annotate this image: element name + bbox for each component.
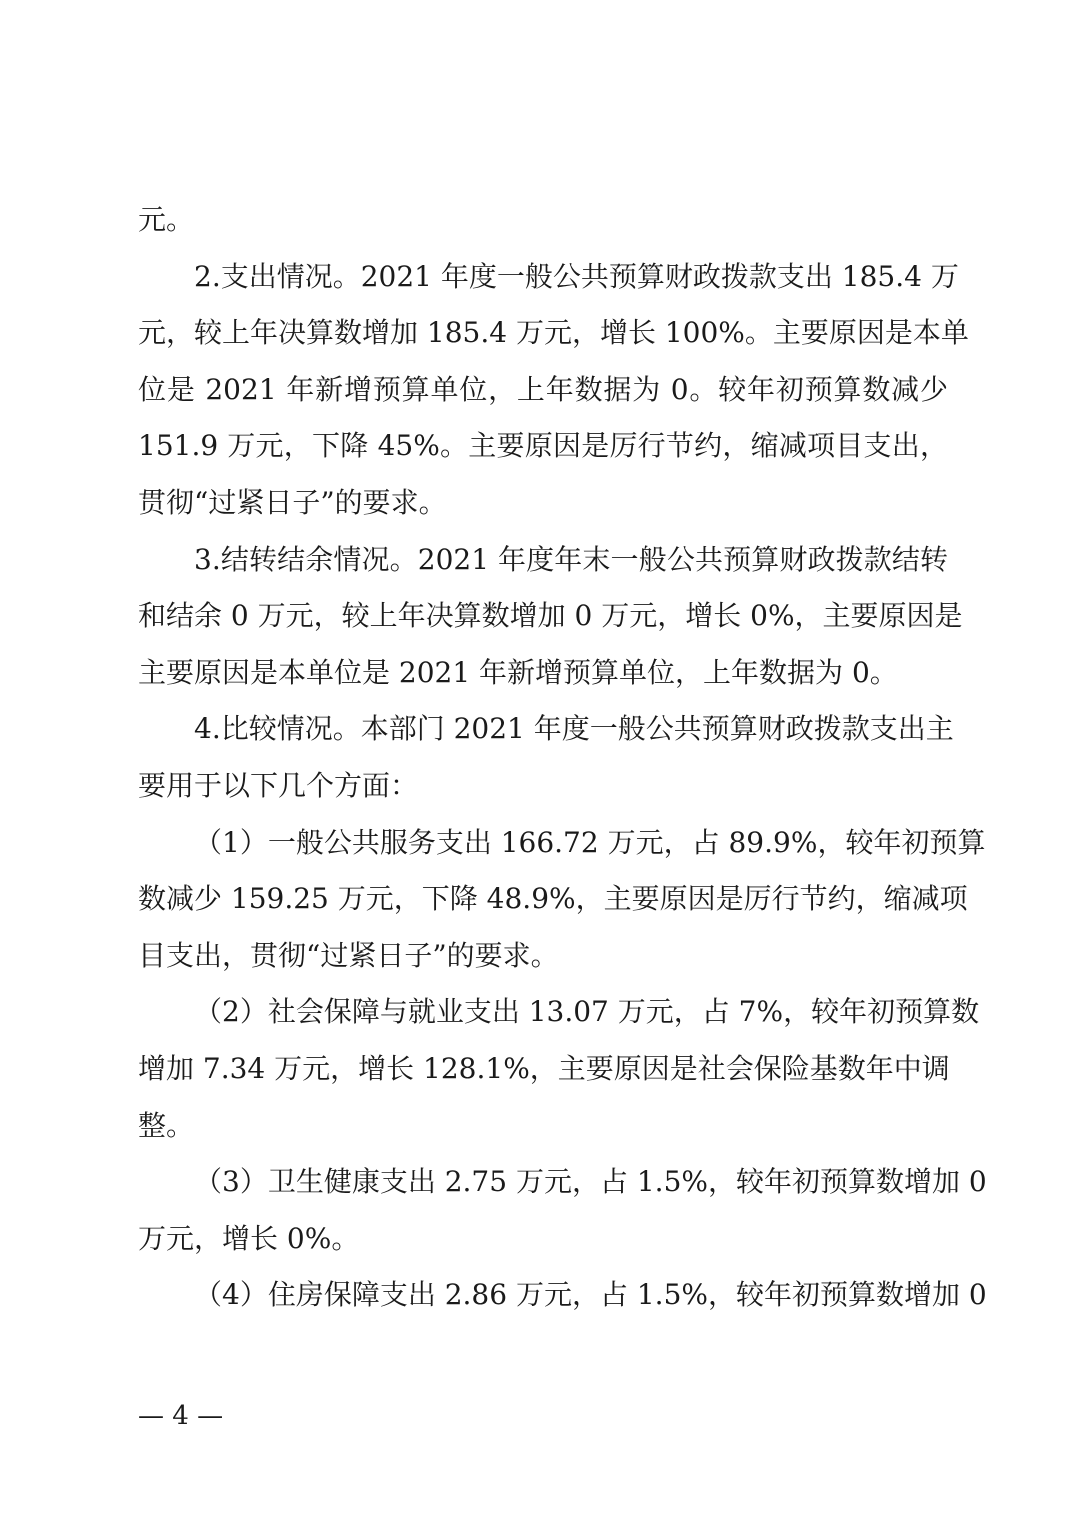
text-line: 万元，增长 0%。 bbox=[138, 1221, 360, 1255]
text-line: （4）住房保障支出 2.86 万元，占 1.5%，较年初预算数增加 0 bbox=[194, 1278, 987, 1312]
text-line: 和结余 0 万元，较上年决算数增加 0 万元，增长 0%，主要原因是 bbox=[138, 599, 963, 633]
text-line: （2）社会保障与就业支出 13.07 万元，占 7%，较年初预算数 bbox=[194, 995, 980, 1029]
text-line: 位是 2021 年新增预算单位，上年数据为 0。较年初预算数减少 bbox=[138, 372, 948, 406]
text-line: 增加 7.34 万元，增长 128.1%，主要原因是社会保险基数年中调 bbox=[138, 1051, 950, 1085]
text-line: 贯彻“过紧日子”的要求。 bbox=[138, 485, 447, 519]
text-line: （1）一般公共服务支出 166.72 万元，占 89.9%，较年初预算 bbox=[194, 825, 986, 859]
page-number: — 4 — bbox=[138, 1401, 224, 1431]
text-line: 2.支出情况。2021 年度一般公共预算财政拨款支出 185.4 万 bbox=[194, 259, 959, 293]
text-line: 151.9 万元，下降 45%。主要原因是厉行节约，缩减项目支出， bbox=[138, 429, 948, 463]
text-line: 目支出，贯彻“过紧日子”的要求。 bbox=[138, 938, 559, 972]
text-line: 4.比较情况。本部门 2021 年度一般公共预算财政拨款支出主 bbox=[194, 712, 954, 746]
text-line: 3.结转结余情况。2021 年度年末一般公共预算财政拨款结转 bbox=[194, 542, 948, 576]
text-line: 元，较上年决算数增加 185.4 万元，增长 100%。主要原因是本单 bbox=[138, 316, 969, 350]
document-body bbox=[138, 192, 987, 1324]
text-line: 要用于以下几个方面： bbox=[138, 768, 419, 802]
text-line: 整。 bbox=[138, 1108, 195, 1142]
text-line: 主要原因是本单位是 2021 年新增预算单位，上年数据为 0。 bbox=[138, 655, 898, 689]
text-line: 数减少 159.25 万元，下降 48.9%，主要原因是厉行节约，缩减项 bbox=[138, 882, 968, 916]
text-line: （3）卫生健康支出 2.75 万元，占 1.5%，较年初预算数增加 0 bbox=[194, 1165, 987, 1199]
text-line: 元。 bbox=[138, 203, 195, 236]
